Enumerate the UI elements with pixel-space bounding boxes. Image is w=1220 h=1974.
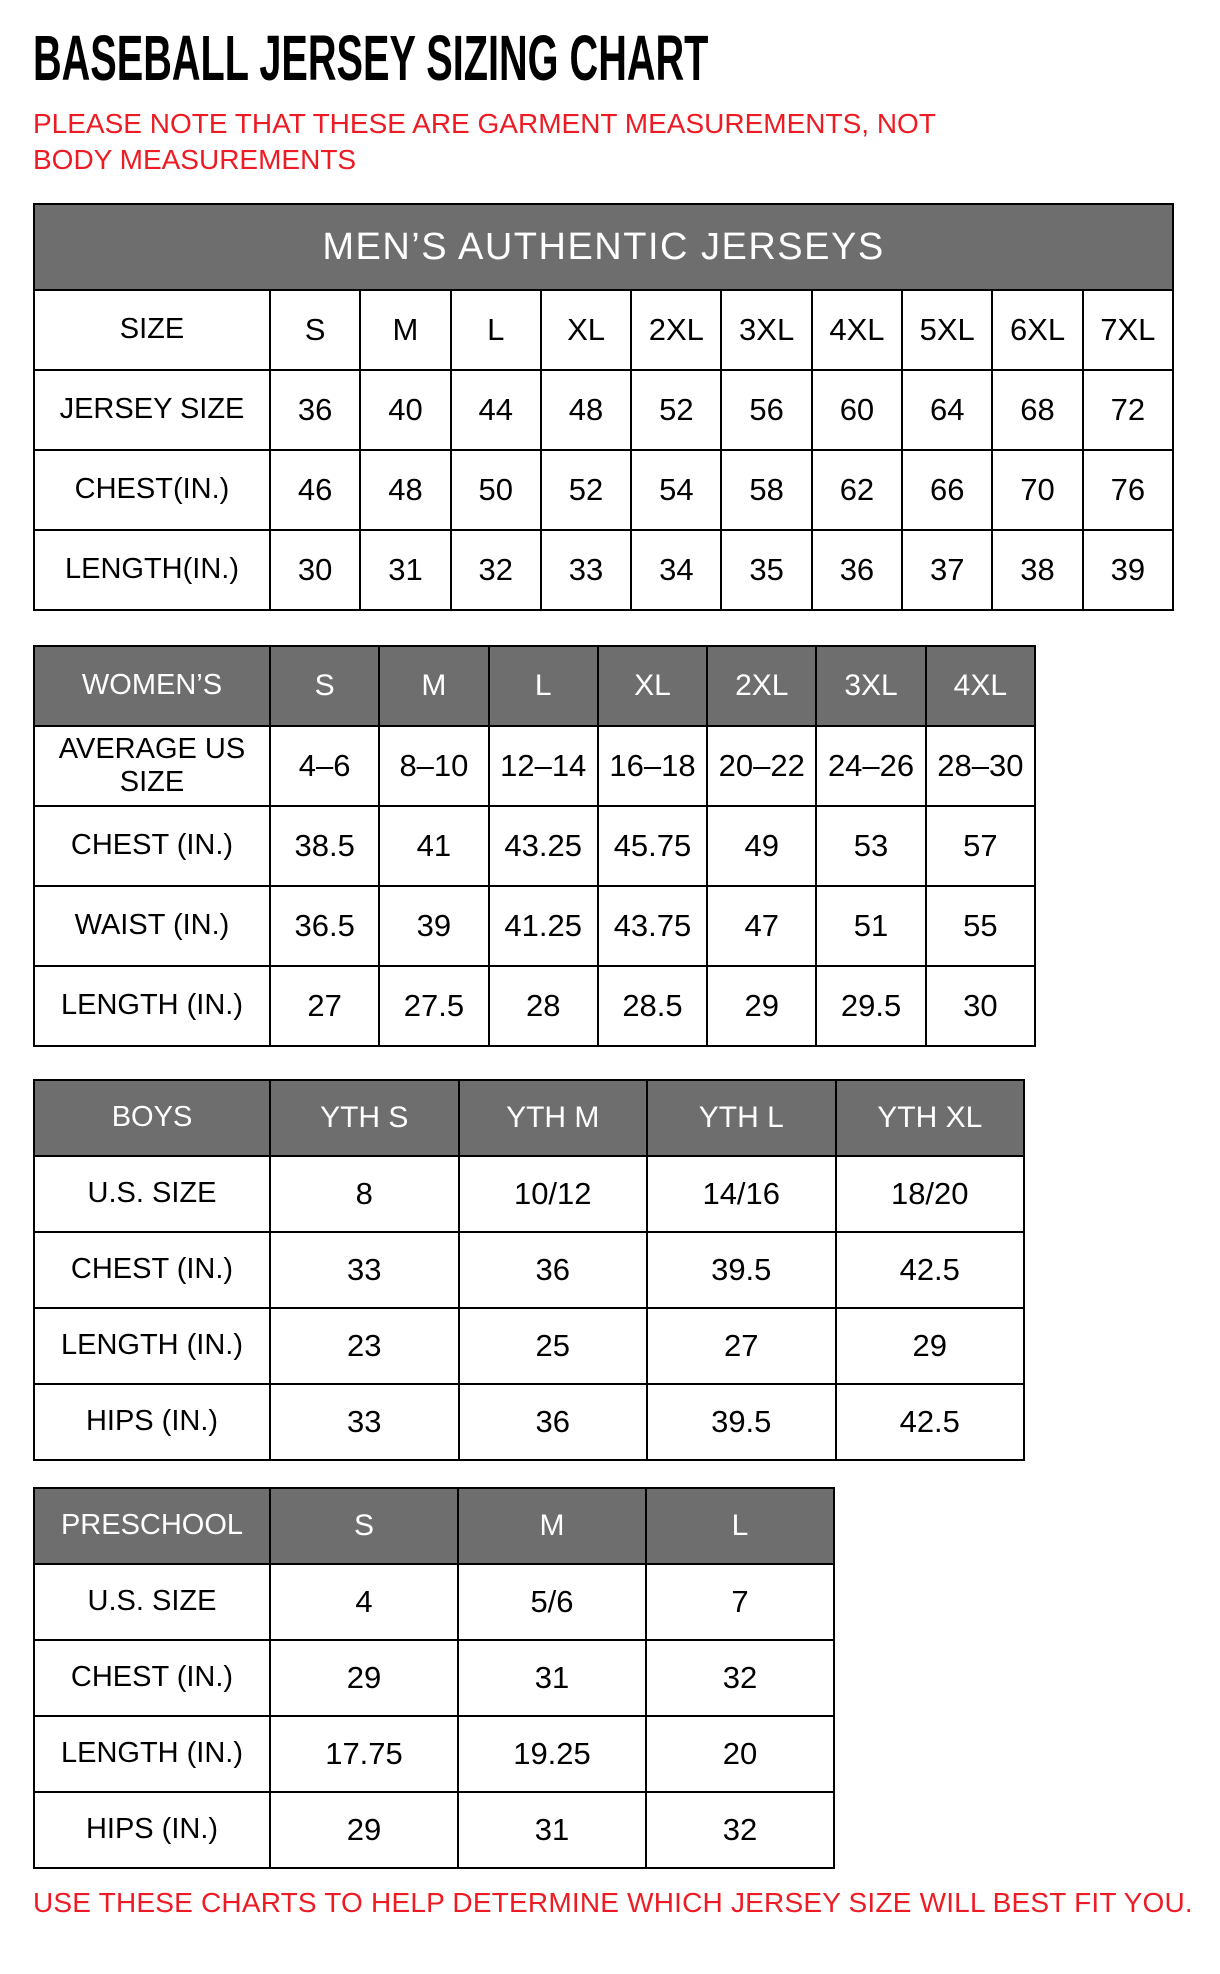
womens-table-title: WOMEN’S [34,646,270,726]
boys-table-row [34,1156,1024,1232]
mens-measurement-cell: 37 [902,530,992,610]
womens-measurement-cell: 55 [926,886,1035,966]
preschool-measurement-cell: 4 [270,1564,458,1640]
womens-size-column-header: S [270,646,379,726]
womens-measurement-cell: 41 [379,806,488,886]
mens-table-row [34,290,1173,370]
womens-row-label: WAIST (IN.) [34,886,270,966]
womens-row-label: CHEST (IN.) [34,806,270,886]
boys-measurement-cell: 27 [647,1308,836,1384]
womens-measurement-cell: 36.5 [270,886,379,966]
mens-banner-row [34,204,1173,290]
preschool-table-title: PRESCHOOL [34,1488,270,1564]
mens-table-row [34,530,1173,610]
preschool-table-row [34,1792,834,1868]
mens-measurement-cell: 46 [270,450,360,530]
boys-size-column-header: YTH S [270,1080,459,1156]
mens-measurement-cell: L [451,290,541,370]
mens-row-label: SIZE [34,290,270,370]
mens-measurement-cell: 62 [812,450,902,530]
mens-measurement-cell: 58 [721,450,811,530]
mens-measurement-cell: 36 [270,370,360,450]
mens-measurement-cell: 3XL [721,290,811,370]
mens-measurement-cell: 34 [631,530,721,610]
mens-measurement-cell: 70 [992,450,1082,530]
mens-measurement-cell: 6XL [992,290,1082,370]
womens-size-column-header: XL [598,646,707,726]
boys-measurement-cell: 36 [459,1384,648,1460]
mens-measurement-cell: 38 [992,530,1082,610]
boys-size-column-header: YTH XL [836,1080,1025,1156]
womens-measurement-cell: 27.5 [379,966,488,1046]
womens-size-column-header: 4XL [926,646,1035,726]
preschool-measurement-cell: 17.75 [270,1716,458,1792]
womens-table-row [34,966,1035,1046]
preschool-measurement-cell: 32 [646,1640,834,1716]
mens-measurement-cell: 33 [541,530,631,610]
boys-measurement-cell: 25 [459,1308,648,1384]
preschool-table-row [34,1640,834,1716]
mens-table-row [34,450,1173,530]
mens-measurement-cell: 32 [451,530,541,610]
mens-measurement-cell: 5XL [902,290,992,370]
mens-measurement-cell: 64 [902,370,992,450]
womens-measurement-cell: 49 [707,806,816,886]
womens-measurement-cell: 53 [816,806,925,886]
womens-size-column-header: 2XL [707,646,816,726]
womens-measurement-cell: 24–26 [816,726,925,806]
mens-measurement-cell: 68 [992,370,1082,450]
boys-measurement-cell: 14/16 [647,1156,836,1232]
mens-sizing-table [33,203,1174,611]
womens-measurement-cell: 8–10 [379,726,488,806]
mens-measurement-cell: XL [541,290,631,370]
womens-measurement-cell: 43.75 [598,886,707,966]
boys-row-label: U.S. SIZE [34,1156,270,1232]
boys-measurement-cell: 23 [270,1308,459,1384]
boys-table-title: BOYS [34,1080,270,1156]
womens-measurement-cell: 41.25 [489,886,598,966]
womens-measurement-cell: 28.5 [598,966,707,1046]
womens-row-label: LENGTH (IN.) [34,966,270,1046]
garment-measurement-note: PLEASE NOTE THAT THESE ARE GARMENT MEASUREMENTS, NOT BODY MEASUREMENTS [33,108,936,175]
boys-measurement-cell: 8 [270,1156,459,1232]
womens-table-row [34,726,1035,806]
preschool-row-label: U.S. SIZE [34,1564,270,1640]
preschool-table-row [34,1564,834,1640]
womens-header-row [34,646,1035,726]
womens-measurement-cell: 38.5 [270,806,379,886]
mens-measurement-cell: 72 [1083,370,1173,450]
womens-table-row [34,886,1035,966]
preschool-measurement-cell: 5/6 [458,1564,646,1640]
womens-measurement-cell: 51 [816,886,925,966]
mens-measurement-cell: S [270,290,360,370]
mens-measurement-cell: 48 [541,370,631,450]
preschool-measurement-cell: 19.25 [458,1716,646,1792]
mens-measurement-cell: 31 [360,530,450,610]
womens-measurement-cell: 28–30 [926,726,1035,806]
preschool-sizing-table [33,1487,835,1869]
preschool-row-label: HIPS (IN.) [34,1792,270,1868]
mens-measurement-cell: M [360,290,450,370]
boys-measurement-cell: 42.5 [836,1232,1025,1308]
womens-measurement-cell: 29.5 [816,966,925,1046]
mens-measurement-cell: 44 [451,370,541,450]
mens-measurement-cell: 7XL [1083,290,1173,370]
mens-measurement-cell: 39 [1083,530,1173,610]
mens-row-label: JERSEY SIZE [34,370,270,450]
mens-measurement-cell: 48 [360,450,450,530]
womens-measurement-cell: 39 [379,886,488,966]
boys-measurement-cell: 18/20 [836,1156,1025,1232]
mens-measurement-cell: 50 [451,450,541,530]
preschool-size-column-header: S [270,1488,458,1564]
boys-table-row [34,1308,1024,1384]
womens-measurement-cell: 29 [707,966,816,1046]
womens-row-label: AVERAGE US SIZE [34,726,270,806]
preschool-header-row [34,1488,834,1564]
mens-measurement-cell: 76 [1083,450,1173,530]
preschool-row-label: LENGTH (IN.) [34,1716,270,1792]
mens-row-label: LENGTH(IN.) [34,530,270,610]
mens-measurement-cell: 60 [812,370,902,450]
mens-row-label: CHEST(IN.) [34,450,270,530]
mens-measurement-cell: 52 [631,370,721,450]
womens-measurement-cell: 4–6 [270,726,379,806]
mens-table-row [34,370,1173,450]
boys-row-label: CHEST (IN.) [34,1232,270,1308]
womens-measurement-cell: 28 [489,966,598,1046]
mens-measurement-cell: 30 [270,530,360,610]
womens-table-row [34,806,1035,886]
preschool-size-column-header: L [646,1488,834,1564]
preschool-measurement-cell: 29 [270,1640,458,1716]
mens-measurement-cell: 56 [721,370,811,450]
boys-measurement-cell: 39.5 [647,1232,836,1308]
womens-measurement-cell: 43.25 [489,806,598,886]
preschool-measurement-cell: 31 [458,1640,646,1716]
boys-table-row [34,1384,1024,1460]
womens-measurement-cell: 16–18 [598,726,707,806]
preschool-measurement-cell: 31 [458,1792,646,1868]
preschool-measurement-cell: 29 [270,1792,458,1868]
boys-row-label: HIPS (IN.) [34,1384,270,1460]
boys-measurement-cell: 29 [836,1308,1025,1384]
preschool-measurement-cell: 32 [646,1792,834,1868]
boys-measurement-cell: 42.5 [836,1384,1025,1460]
boys-row-label: LENGTH (IN.) [34,1308,270,1384]
womens-size-column-header: 3XL [816,646,925,726]
preschool-table-row [34,1716,834,1792]
womens-measurement-cell: 12–14 [489,726,598,806]
preschool-measurement-cell: 7 [646,1564,834,1640]
page-title: BASEBALL JERSEY SIZING CHART [33,22,709,94]
preschool-measurement-cell: 20 [646,1716,834,1792]
preschool-row-label: CHEST (IN.) [34,1640,270,1716]
mens-measurement-cell: 52 [541,450,631,530]
boys-measurement-cell: 33 [270,1384,459,1460]
mens-measurement-cell: 35 [721,530,811,610]
boys-measurement-cell: 39.5 [647,1384,836,1460]
womens-sizing-table [33,645,1036,1047]
boys-measurement-cell: 33 [270,1232,459,1308]
mens-measurement-cell: 66 [902,450,992,530]
mens-measurement-cell: 4XL [812,290,902,370]
mens-measurement-cell: 40 [360,370,450,450]
mens-measurement-cell: 36 [812,530,902,610]
womens-measurement-cell: 45.75 [598,806,707,886]
womens-size-column-header: L [489,646,598,726]
womens-measurement-cell: 20–22 [707,726,816,806]
boys-measurement-cell: 10/12 [459,1156,648,1232]
womens-size-column-header: M [379,646,488,726]
womens-measurement-cell: 57 [926,806,1035,886]
boys-sizing-table [33,1079,1025,1461]
mens-measurement-cell: 2XL [631,290,721,370]
mens-measurement-cell: 54 [631,450,721,530]
boys-size-column-header: YTH L [647,1080,836,1156]
womens-measurement-cell: 30 [926,966,1035,1046]
womens-measurement-cell: 47 [707,886,816,966]
boys-table-row [34,1232,1024,1308]
preschool-size-column-header: M [458,1488,646,1564]
boys-measurement-cell: 36 [459,1232,648,1308]
boys-header-row [34,1080,1024,1156]
footer-note: USE THESE CHARTS TO HELP DETERMINE WHICH JERSEY SIZE WILL BEST FIT YOU. [33,1887,1193,1919]
boys-size-column-header: YTH M [459,1080,648,1156]
mens-table-title: MEN’S AUTHENTIC JERSEYS [34,204,1173,290]
womens-measurement-cell: 27 [270,966,379,1046]
